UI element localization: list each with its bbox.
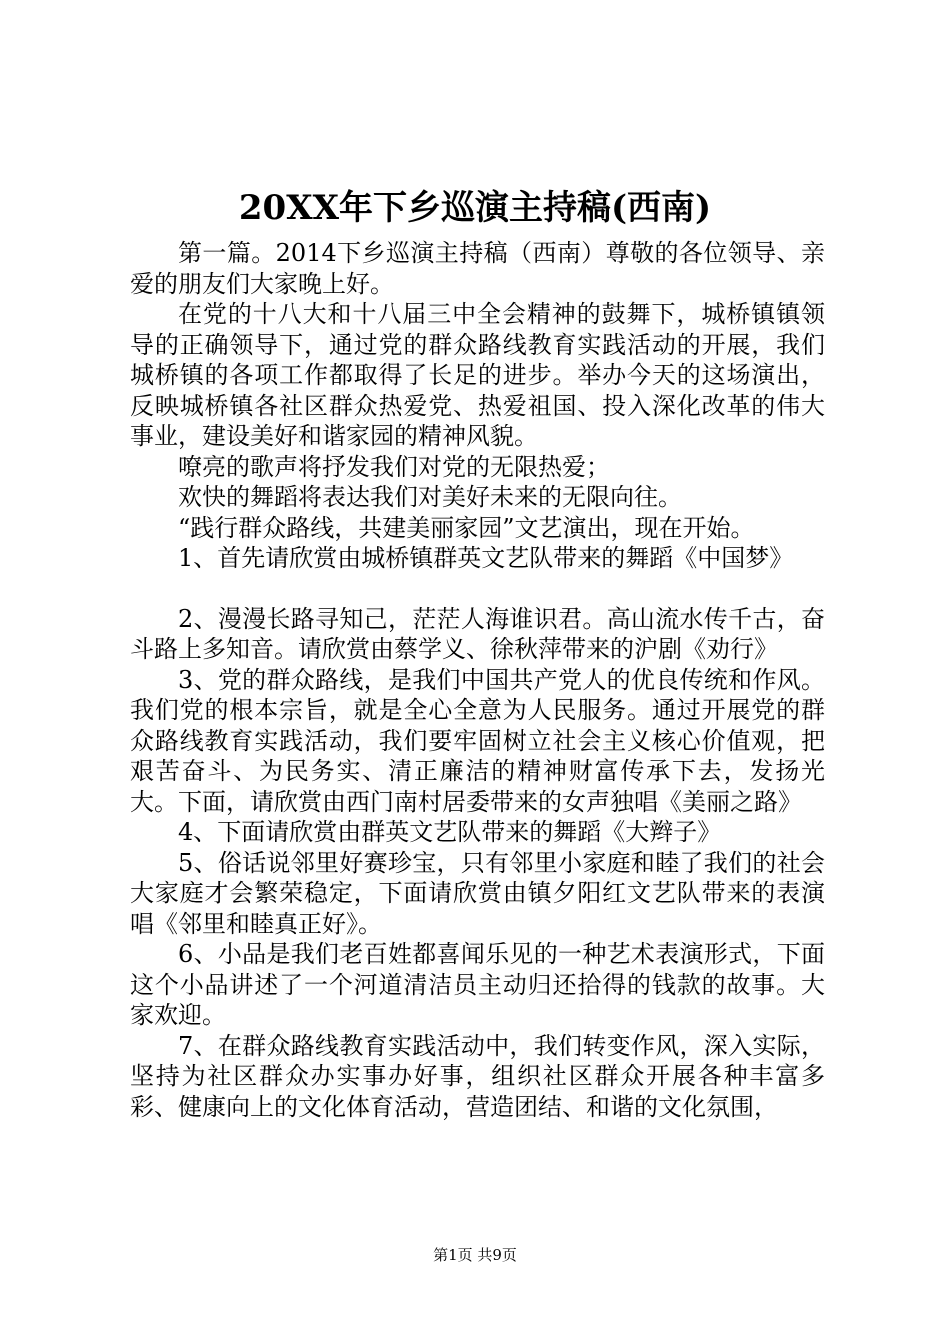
- paragraph: 6、小品是我们老百姓都喜闻乐见的一种艺术表演形式，下面这个小品讲述了一个河道清洁员主动归还拾得的钱款的故事。大家欢迎。: [130, 940, 825, 1029]
- paragraph: 3、党的群众路线，是我们中国共产党人的优良传统和作风。我们党的根本宗旨，就是全心全意为人民服务。通过开展党的群众路线教育实践活动，我们要牢固树立社会主义核心价值观，把艰苦奋斗、为民务实、清正廉洁的精神财富传承下去，发扬光大。下面，请欣赏由西门南村居委带来的女声独唱《美丽之路》: [130, 665, 825, 816]
- paragraph: 1、首先请欣赏由城桥镇群英文艺队带来的舞蹈《中国梦》: [178, 544, 794, 572]
- document-title: 20XX年下乡巡演主持稿(西南): [238, 188, 712, 228]
- paragraph: 4、下面请欣赏由群英文艺队带来的舞蹈《大辫子》: [178, 818, 722, 846]
- page-number-footer: 第1页 共9页: [433, 1246, 517, 1264]
- paragraph: 欢快的舞蹈将表达我们对美好未来的无限向往。: [178, 483, 682, 511]
- paragraph: 7、在群众路线教育实践活动中，我们转变作风，深入实际，坚持为社区群众办实事办好事，组织社区群众开展各种丰富多彩、健康向上的文化体育活动，营造团结、和谐的文化氛围，: [130, 1031, 825, 1121]
- document-body: [130, 238, 825, 1122]
- paragraph: 5、俗话说邻里好赛珍宝，只有邻里小家庭和睦了我们的社会大家庭才会繁荣稳定，下面请欣赏由镇夕阳红文艺队带来的表演唱《邻里和睦真正好》。: [130, 848, 825, 938]
- paragraph: 在党的十八大和十八届三中全会精神的鼓舞下，城桥镇镇领导的正确领导下，通过党的群众路线教育实践活动的开展，我们城桥镇的各项工作都取得了长足的进步。举办今天的这场演出，反映城桥镇各社区群众热爱党、热爱祖国、投入深化改革的伟大事业，建设美好和谐家园的精神风貌。: [130, 300, 825, 450]
- paragraph: 嘹亮的歌声将抒发我们对党的无限热爱；: [178, 452, 610, 481]
- paragraph: 第一篇。2014下乡巡演主持稿（西南）尊敬的各位领导、亲爱的朋友们大家晚上好。: [130, 239, 825, 298]
- paragraph: “践行群众路线，共建美丽家园”文艺演出，现在开始。: [178, 513, 755, 542]
- paragraph: 2、漫漫长路寻知己，茫茫人海谁识君。高山流水传千古，奋斗路上多知音。请欣赏由蔡学义、徐秋萍带来的沪剧《劝行》: [130, 604, 825, 663]
